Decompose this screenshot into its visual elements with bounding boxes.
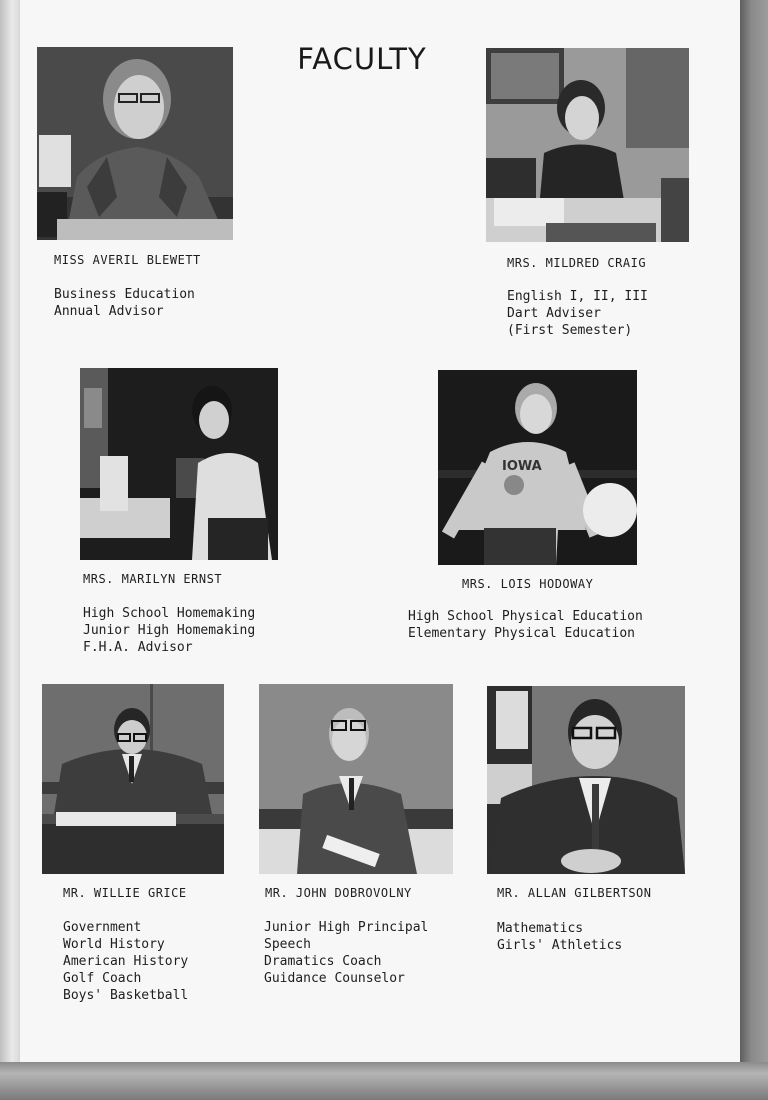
role-line: Mathematics [497,921,584,936]
faculty-roles-grice [63,919,188,1004]
role-line: Guidance Counselor [264,971,405,986]
faculty-name-craig: MRS. MILDRED CRAIG [507,256,647,270]
faculty-name-ernst: MRS. MARILYN ERNST [83,572,223,586]
role-line: High School Physical Education [408,609,643,624]
role-line: Dramatics Coach [264,954,382,969]
role-line: Speech [264,937,311,952]
role-line: English I, II, III [507,289,648,304]
role-line: Junior High Homemaking [83,623,256,638]
sweatshirt-text: IOWA [502,459,542,474]
faculty-photo-grice [42,684,224,874]
faculty-roles-gilbertson [497,920,622,954]
role-line: Elementary Physical Education [408,626,635,641]
role-line: Golf Coach [63,971,142,986]
page-edge-bottom [0,1062,768,1100]
role-line: Annual Advisor [54,304,164,319]
book-binding-left [0,0,22,1100]
role-line: (First Semester) [507,323,633,338]
faculty-photo-ernst [80,368,278,560]
role-line: World History [63,937,165,952]
role-line: Dart Adviser [507,306,601,321]
page-edge-right [740,0,768,1100]
faculty-roles-ernst [83,605,255,656]
faculty-name-blewett: MISS AVERIL BLEWETT [54,253,201,267]
role-line: Junior High Principal [264,920,429,935]
role-line: American History [63,954,189,969]
faculty-roles-hodoway [408,608,643,642]
faculty-name-gilbertson: MR. ALLAN GILBERTSON [497,886,652,900]
faculty-name-hodoway: MRS. LOIS HODOWAY [462,577,594,591]
role-line: High School Homemaking [83,606,256,621]
faculty-photo-blewett [37,47,233,240]
faculty-photo-gilbertson [487,686,685,874]
faculty-roles-blewett [54,286,195,320]
faculty-name-dobrovolny: MR. JOHN DOBROVOLNY [265,886,412,900]
page-title: FACULTY [297,42,427,76]
faculty-photo-craig [486,48,689,242]
role-line: Government [63,920,142,935]
faculty-roles-craig [507,288,648,339]
faculty-name-grice: MR. WILLIE GRICE [63,886,187,900]
role-line: Boys' Basketball [63,988,189,1003]
faculty-photo-dobrovolny [259,684,453,874]
role-line: Girls' Athletics [497,938,623,953]
faculty-photo-hodoway [438,370,637,565]
role-line: Business Education [54,287,195,302]
role-line: F.H.A. Advisor [83,640,193,655]
faculty-roles-dobrovolny [264,919,428,987]
